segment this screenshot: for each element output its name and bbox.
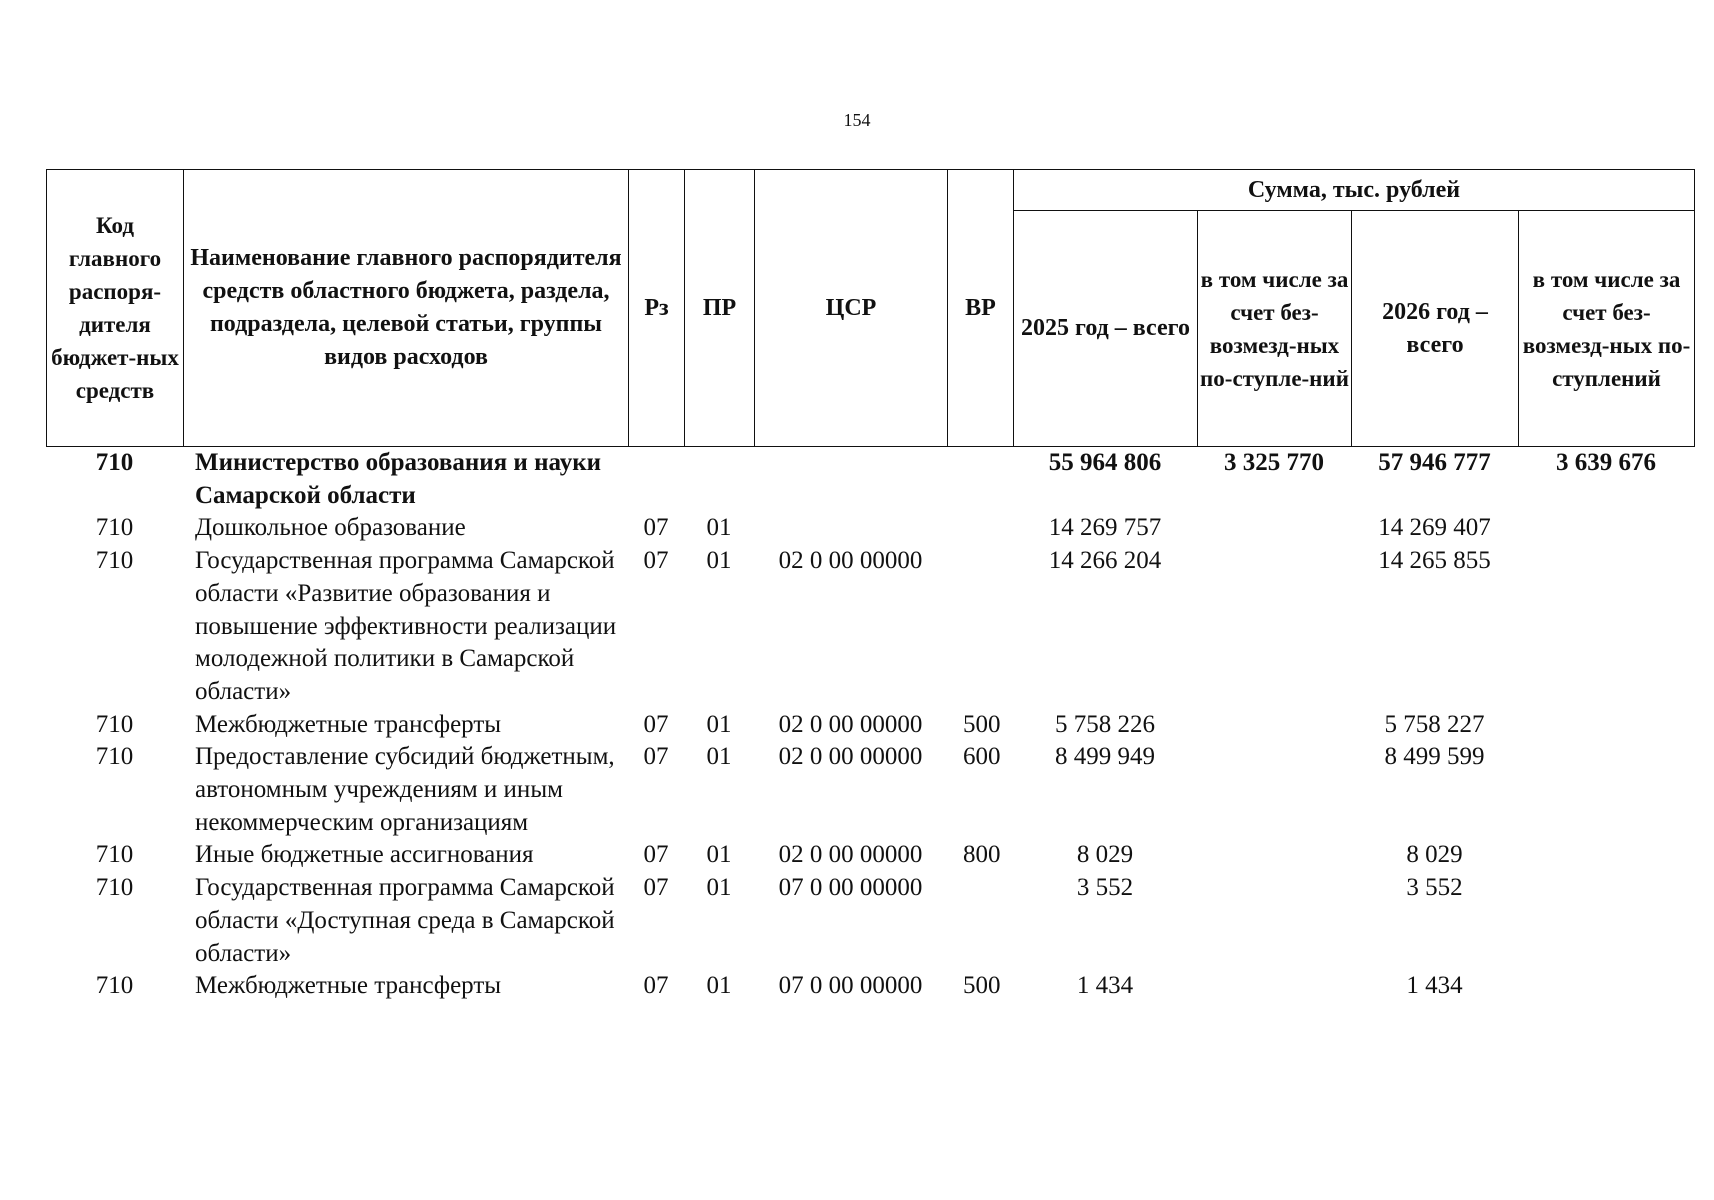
cell-csr: 07 0 00 00000 — [778, 972, 923, 1000]
table-row — [46, 839, 1694, 872]
cell-rz: 07 — [643, 972, 669, 1000]
cell-rz: 07 — [643, 743, 669, 771]
table-row — [46, 545, 1694, 709]
cell-csr — [754, 447, 947, 512]
cell-pr: 01 — [706, 743, 732, 771]
cell-name: Государственная программа Самарской области «Доступная среда в Самарской области» — [195, 874, 615, 967]
cell-2026-total: 1 434 — [1406, 972, 1463, 1000]
cell-2025-grants — [1197, 839, 1351, 872]
cell-2025-grants — [1197, 970, 1351, 1003]
cell-2025-grants — [1197, 872, 1351, 970]
cell-2026-grants — [1518, 545, 1694, 709]
cell-2026-grants — [1518, 512, 1694, 545]
table-rows — [46, 447, 1694, 1003]
cell-2025-total: 3 552 — [1076, 874, 1134, 902]
table-row — [46, 512, 1694, 545]
cell-vr — [947, 872, 1013, 970]
cell-code: 710 — [95, 710, 134, 738]
cell-rz: 07 — [643, 710, 669, 738]
cell-csr: 02 0 00 00000 — [778, 710, 923, 738]
cell-name: Межбюджетные трансферты — [195, 710, 502, 738]
cell-2025-total: 1 434 — [1076, 972, 1134, 1000]
cell-pr: 01 — [706, 841, 732, 869]
cell-name: Иные бюджетные ассигнования — [195, 841, 534, 869]
cell-2025-grants — [1197, 741, 1351, 839]
cell-2026-total: 14 269 407 — [1378, 514, 1491, 542]
cell-2025-total: 55 964 806 — [1048, 449, 1162, 476]
cell-2026-grants — [1518, 741, 1694, 839]
header-pr: ПР — [685, 170, 755, 447]
cell-rz: 07 — [643, 874, 669, 902]
cell-vr: 500 — [963, 972, 1001, 1000]
cell-code: 710 — [95, 972, 134, 1000]
cell-pr: 01 — [706, 874, 732, 902]
header-2026-total: 2026 год – всего — [1352, 211, 1519, 447]
cell-code: 710 — [95, 449, 134, 476]
cell-pr: 01 — [706, 972, 732, 1000]
cell-name: Государственная программа Самарской области «Развитие образования и повышение эффективности реализации молодежной политики в Самарской области» — [195, 547, 617, 705]
cell-csr: 07 0 00 00000 — [778, 874, 923, 902]
cell-2025-grants: 3 325 770 — [1224, 449, 1324, 476]
cell-code: 710 — [95, 874, 134, 902]
cell-vr: 800 — [963, 841, 1001, 869]
table-row — [46, 741, 1694, 839]
cell-name: Министерство образования и науки Самарской области — [195, 449, 602, 509]
cell-2025-total: 14 266 204 — [1048, 547, 1162, 575]
cell-vr — [947, 545, 1013, 709]
cell-2026-grants — [1518, 839, 1694, 872]
table-body — [46, 447, 1694, 1003]
header-sum-title: Сумма, тыс. рублей — [1014, 170, 1695, 211]
cell-2026-total: 8 499 599 — [1384, 743, 1485, 771]
cell-pr: 01 — [706, 514, 732, 542]
header-vr: ВР — [948, 170, 1014, 447]
cell-2025-total: 5 758 226 — [1055, 710, 1155, 738]
cell-code: 710 — [95, 841, 134, 869]
cell-code: 710 — [95, 514, 134, 542]
cell-2026-total: 5 758 227 — [1384, 710, 1485, 738]
cell-vr — [947, 447, 1013, 512]
table-row — [46, 447, 1694, 512]
header-2025-total: 2025 год – всего — [1014, 211, 1198, 447]
cell-name: Предоставление субсидий бюджетным, автономным учреждениям и иным некоммерческим организациям — [195, 743, 615, 836]
cell-2026-grants: 3 639 676 — [1556, 449, 1656, 476]
cell-rz — [628, 447, 684, 512]
header-csr: ЦСР — [755, 170, 948, 447]
header-name: Наименование главного распорядителя средств областного бюджета, раздела, подраздела, целевой статьи, группы видов расходов — [184, 170, 629, 447]
cell-vr — [947, 512, 1013, 545]
page-number: 154 — [843, 110, 871, 130]
cell-csr: 02 0 00 00000 — [778, 841, 923, 869]
cell-vr: 600 — [963, 743, 1001, 771]
cell-vr: 500 — [963, 710, 1001, 738]
cell-name: Межбюджетные трансферты — [195, 972, 502, 1000]
cell-csr — [754, 512, 947, 545]
cell-pr — [684, 447, 754, 512]
cell-code: 710 — [95, 547, 134, 575]
cell-2026-total: 14 265 855 — [1378, 547, 1491, 575]
cell-2025-total: 8 029 — [1076, 841, 1134, 869]
cell-2025-grants — [1197, 545, 1351, 709]
cell-name: Дошкольное образование — [195, 514, 466, 542]
cell-csr: 02 0 00 00000 — [778, 547, 923, 575]
cell-csr: 02 0 00 00000 — [778, 743, 923, 771]
cell-code: 710 — [95, 743, 134, 771]
cell-2025-total: 8 499 949 — [1055, 743, 1155, 771]
cell-rz: 07 — [643, 841, 669, 869]
cell-2026-grants — [1518, 709, 1694, 742]
cell-2025-grants — [1197, 512, 1351, 545]
header-code: Код главного распоря-дителя бюджет-ных средств — [47, 170, 184, 447]
cell-pr: 01 — [706, 710, 732, 738]
cell-2026-total: 8 029 — [1406, 841, 1463, 869]
cell-2025-grants — [1197, 709, 1351, 742]
cell-2026-total: 3 552 — [1406, 874, 1463, 902]
table-header — [46, 169, 1695, 447]
cell-rz: 07 — [643, 547, 669, 575]
table-row — [46, 872, 1694, 970]
cell-rz: 07 — [643, 514, 669, 542]
cell-pr: 01 — [706, 547, 732, 575]
table-row — [46, 709, 1694, 742]
cell-2025-total: 14 269 757 — [1048, 514, 1162, 542]
header-rz: Рз — [629, 170, 685, 447]
cell-2026-grants — [1518, 970, 1694, 1003]
cell-2026-grants — [1518, 872, 1694, 970]
table-row — [46, 970, 1694, 1003]
cell-2026-total: 57 946 777 — [1378, 449, 1491, 476]
header-2025-grants: в том числе за счет без-возмезд-ных по-ступле-ний — [1198, 211, 1352, 447]
header-2026-grants: в том числе за счет без-возмезд-ных по-ступлений — [1519, 211, 1695, 447]
